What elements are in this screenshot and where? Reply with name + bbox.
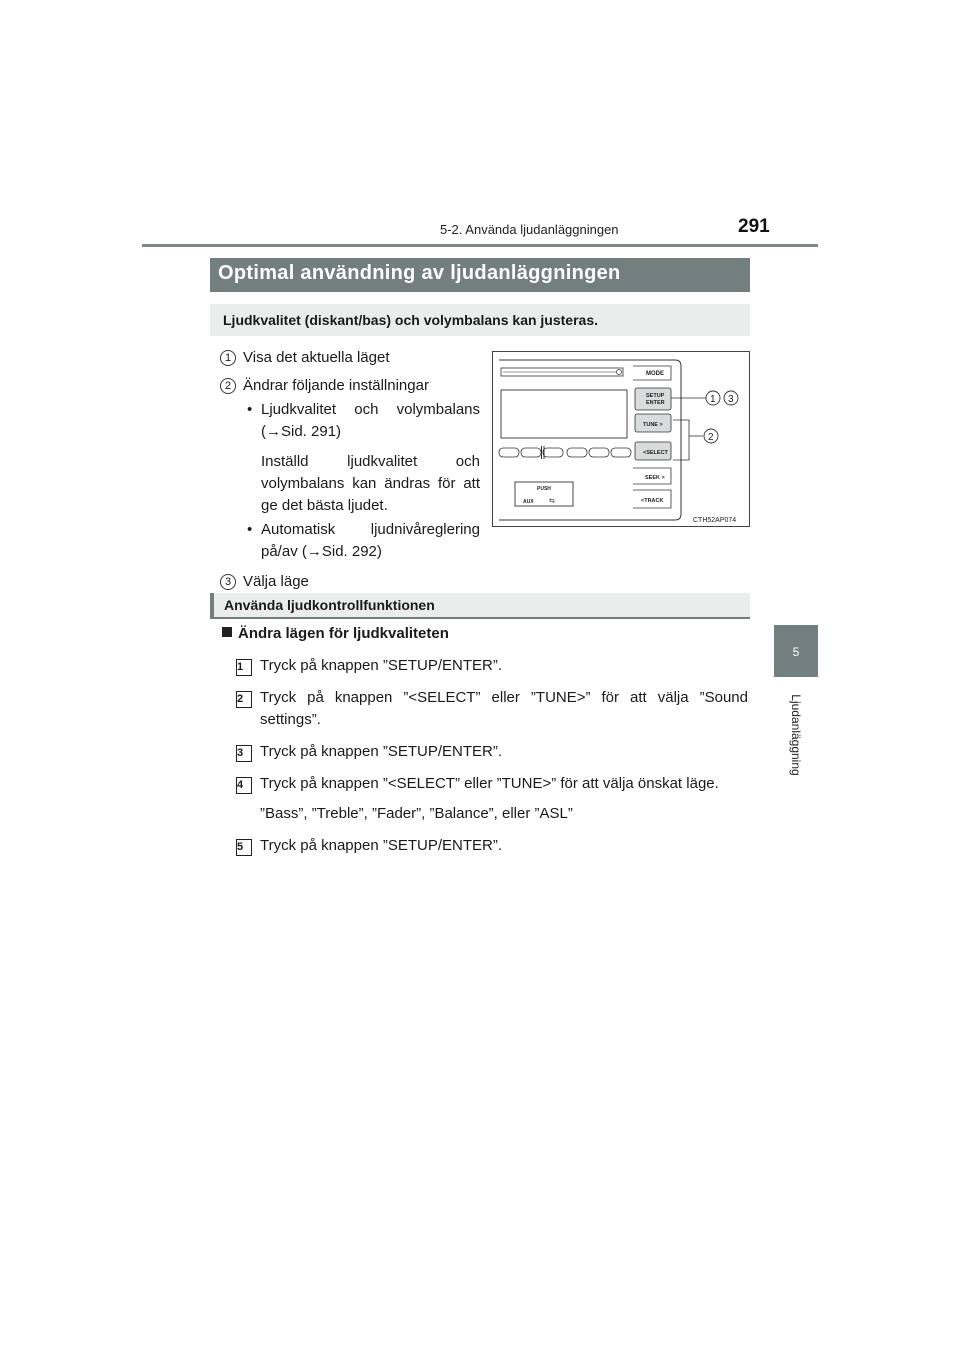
step-note: ”Bass”, ”Treble”, ”Fader”, ”Balance”, eller ”ASL” (260, 805, 573, 822)
procedure-steps (236, 655, 748, 867)
step-text: Tryck på knappen ”<SELECT” eller ”TUNE>” för att välja ”Sound settings”. (260, 689, 748, 728)
step-number: 5 (236, 839, 252, 856)
step-number: 1 (236, 659, 252, 676)
running-header-section: 5-2. Använda ljudanläggningen (440, 222, 619, 237)
chapter-tab: 5 (774, 625, 818, 677)
select-button-label: <SELECT (643, 450, 668, 456)
tune-button-label: TUNE > (643, 422, 663, 428)
mode-button-label: MODE (646, 371, 664, 377)
audio-unit-illustration (493, 352, 751, 528)
callout-number: 2 (220, 378, 236, 394)
step-number: 4 (236, 777, 252, 794)
callout-label: 2 (708, 432, 714, 443)
procedure-title-text: Ändra lägen för ljudkvaliteten (238, 625, 449, 642)
seek-button-label: SEEK > (645, 475, 665, 481)
setup-enter-button-outline (635, 388, 671, 410)
procedure-step (236, 655, 748, 677)
chapter-label: Ljudanläggning (789, 694, 803, 776)
aux-label: AUX (523, 499, 534, 505)
step-number: 2 (236, 691, 252, 708)
callout-item (220, 571, 480, 593)
callout-item (220, 347, 480, 369)
callout-text: Visa det aktuella läget (243, 349, 390, 366)
subsection-header: Använda ljudkontrollfunktionen (210, 593, 750, 619)
enter-button-label: ENTER (646, 400, 665, 406)
step-text: Tryck på knappen ”<SELECT” eller ”TUNE>” för att välja önskat läge. (260, 775, 719, 792)
audio-unit-figure (492, 351, 750, 527)
callout-sub-item: • Ljudkvalitet och volymbalans (→Sid. 291) (243, 399, 480, 443)
procedure-step (236, 741, 748, 763)
callout-label: 1 (710, 394, 716, 405)
step-number: 3 (236, 745, 252, 762)
callout-text: Ändrar följande inställningar (243, 377, 429, 394)
preset-button-5 (589, 448, 609, 457)
page-title: Optimal användning av ljudanläggningen (210, 258, 750, 292)
step-text: Tryck på knappen ”SETUP/ENTER”. (260, 657, 503, 674)
track-button-label: <TRACK (641, 498, 664, 504)
callout-text: Välja läge (243, 573, 309, 590)
figure-code: CTH52AP074 (693, 517, 737, 524)
eject-icon (617, 370, 622, 375)
preset-button-3 (543, 448, 563, 457)
callout-list (220, 347, 480, 599)
setup-button-label: SETUP (646, 393, 665, 399)
callout-number: 3 (220, 574, 236, 590)
square-bullet-icon (222, 627, 232, 637)
preset-buttons (499, 448, 631, 457)
callout-sub-item: • Automatisk ljudnivåreglering på/av (→Sid. 292) (243, 519, 480, 563)
procedure-step (236, 835, 748, 857)
panel-outline (499, 360, 681, 520)
preset-button-2 (521, 448, 541, 457)
usb-icon: ⇆ (549, 498, 555, 505)
procedure-title (222, 625, 449, 642)
procedure-step (236, 773, 748, 825)
preset-button-4 (567, 448, 587, 457)
procedure-step (236, 687, 748, 731)
callout-label: 3 (728, 394, 734, 405)
step-text: Tryck på knappen ”SETUP/ENTER”. (260, 743, 503, 760)
display-screen (501, 390, 627, 438)
intro-text: Ljudkvalitet (diskant/bas) och volymbalans kan justeras. (210, 304, 750, 336)
preset-button-6 (611, 448, 631, 457)
callout-item (220, 375, 480, 563)
callout-number: 1 (220, 350, 236, 366)
preset-button-1 (499, 448, 519, 457)
push-label: PUSH (537, 486, 551, 492)
step-text: Tryck på knappen ”SETUP/ENTER”. (260, 837, 503, 854)
callout-sub-note: Inställd ljudkvalitet och volymbalans kan ändras för att ge det bästa ljudet. (261, 453, 480, 514)
header-divider (142, 244, 818, 247)
page-number: 291 (738, 216, 770, 237)
callout-sub-list (243, 399, 480, 563)
